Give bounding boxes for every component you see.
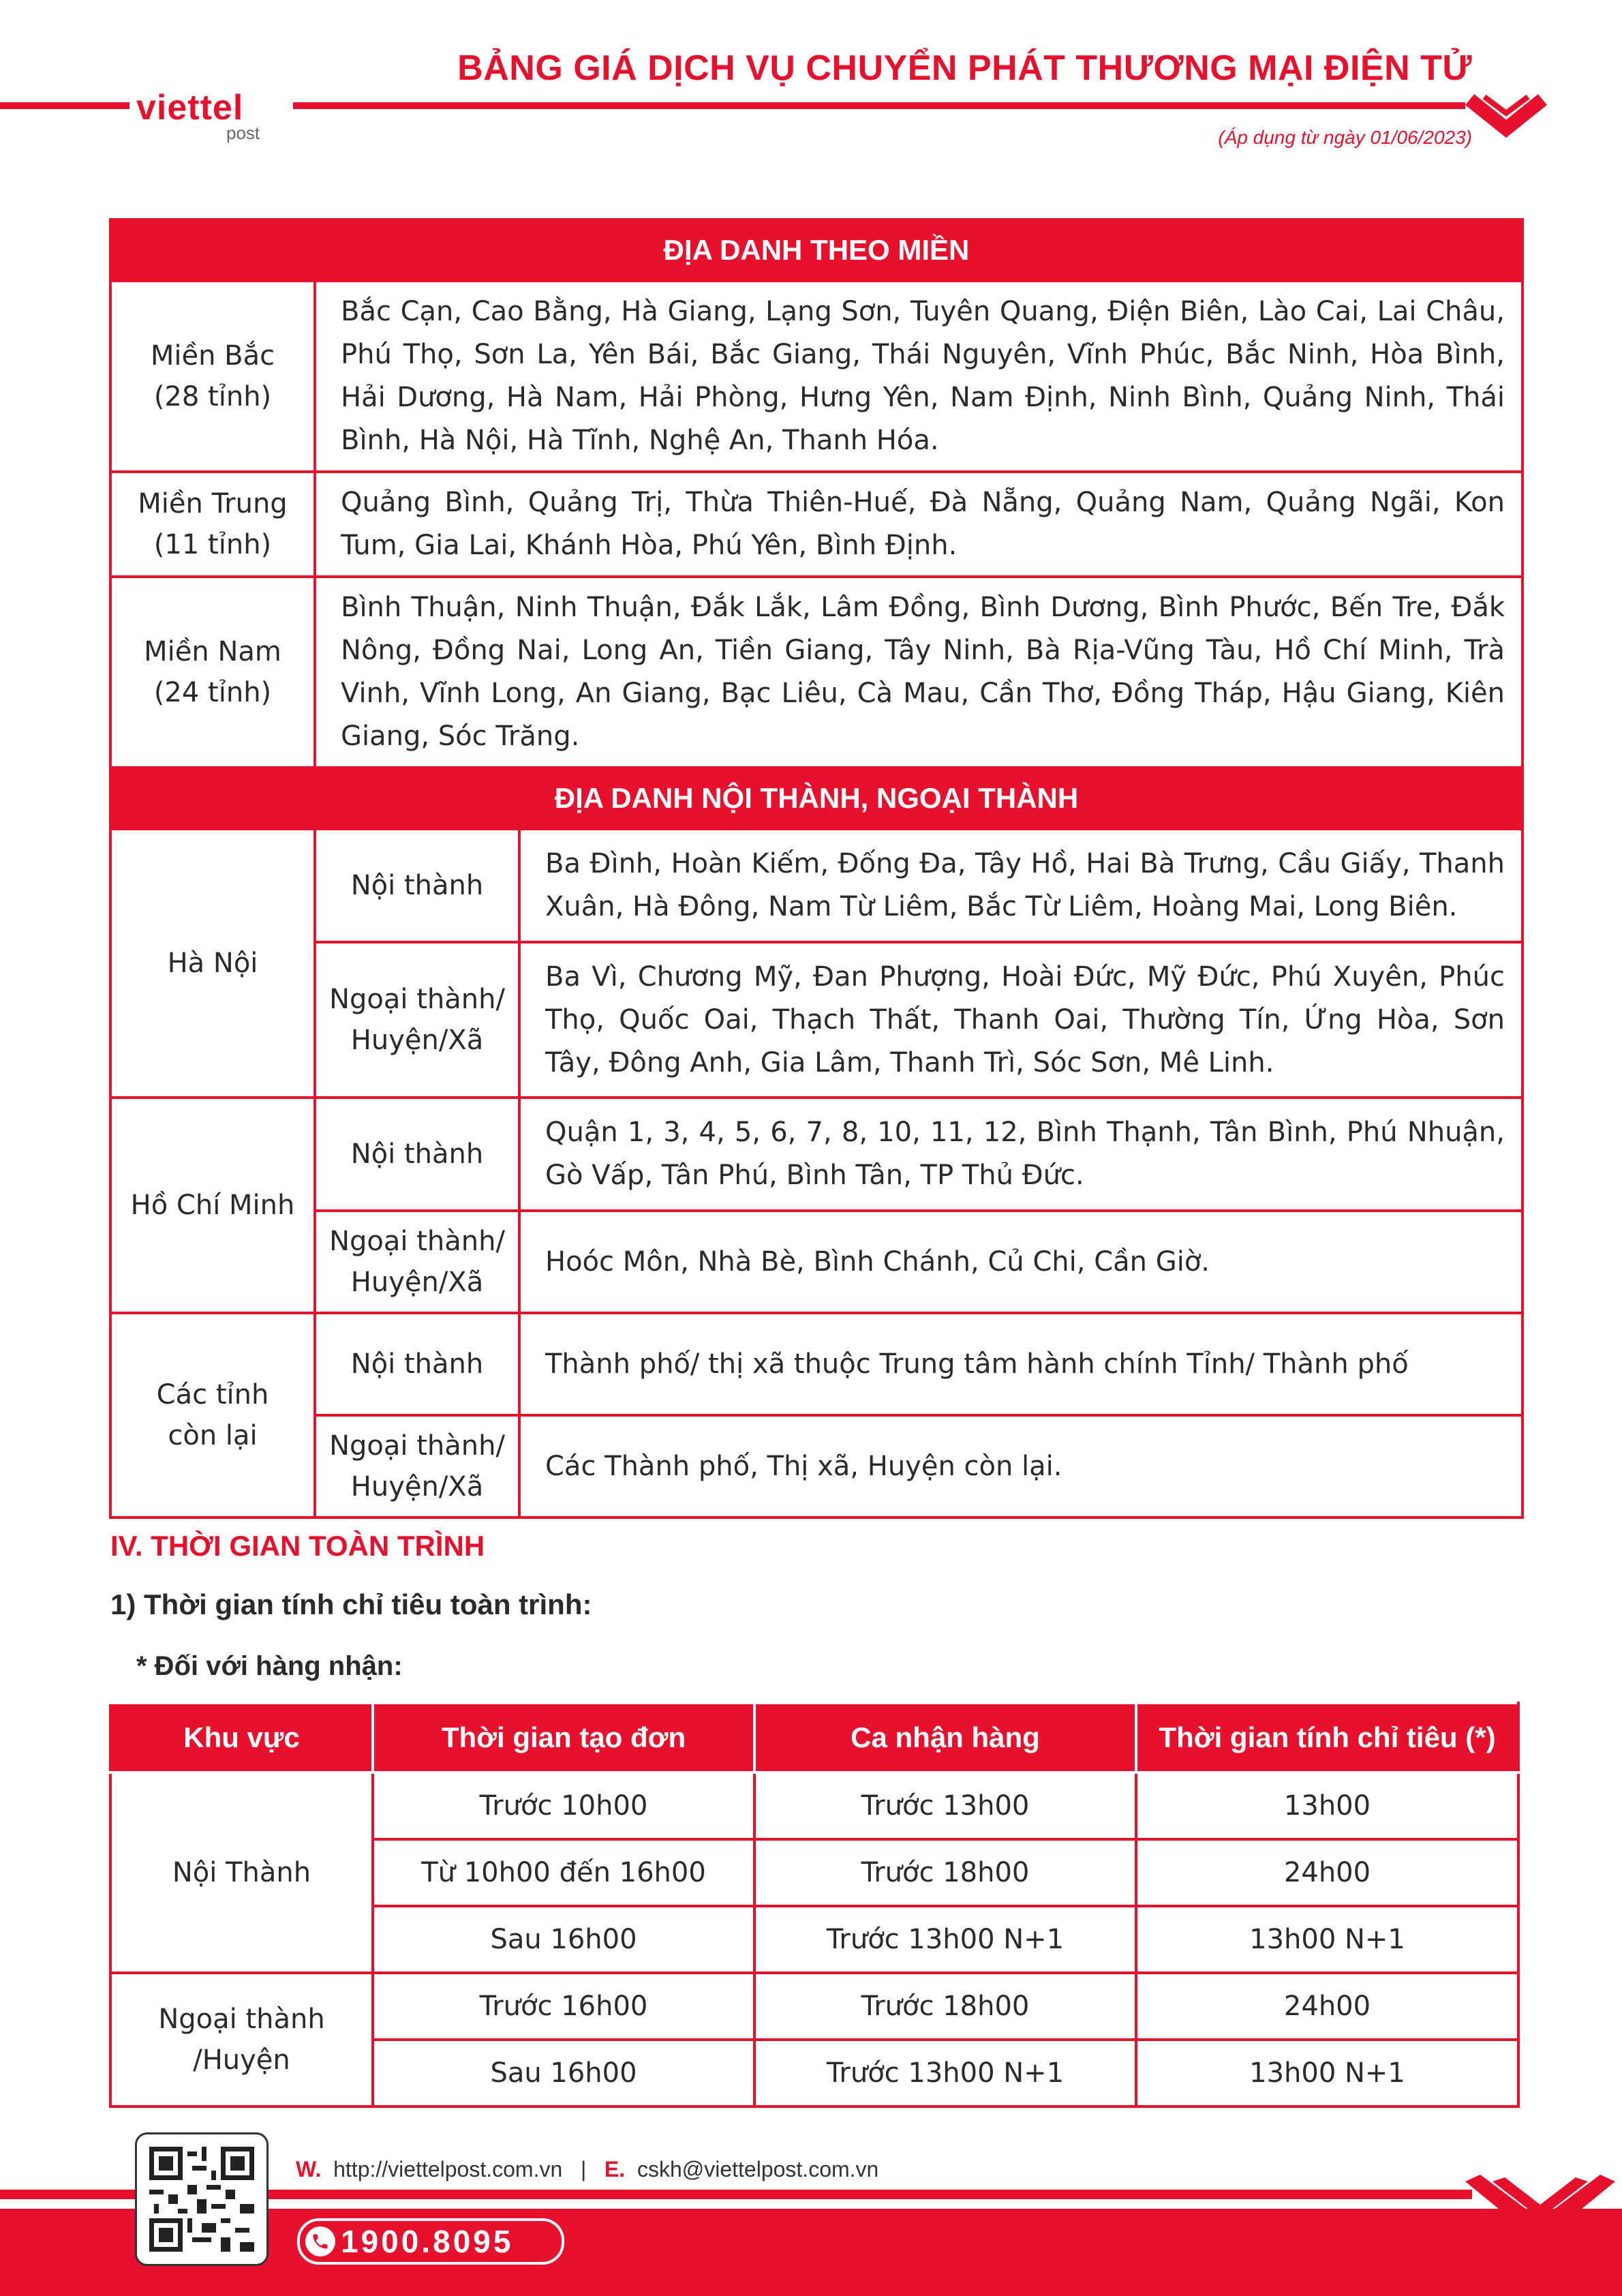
region-north-label: Miền Bắc (28 tỉnh)	[110, 281, 315, 472]
region-central-provinces: Quảng Bình, Quảng Trị, Thừa Thiên-Huế, Đà Nẵng, Quảng Nam, Quảng Ngãi, Kon Tum, Gia Lai, Khánh Hòa, Phú Yên, Bình Định.	[315, 472, 1522, 577]
band-regions-by-zone: ĐỊA DANH THEO MIỀN	[110, 220, 1522, 281]
logo-post: post	[226, 123, 260, 143]
email-link[interactable]: cskh@viettelpost.com.vn	[637, 2157, 879, 2181]
email-key: E.	[604, 2157, 626, 2181]
pickup-shift-cell: Trước 18h00	[754, 1839, 1136, 1906]
header-rule-left	[0, 102, 129, 109]
website-link[interactable]: http://viettelpost.com.vn	[333, 2157, 563, 2181]
logo-viettel: viettel	[136, 88, 244, 127]
hcm-outer-label: Ngoại thành/ Huyện/Xã	[315, 1211, 519, 1313]
table-row	[110, 1973, 1518, 2040]
qr-code[interactable]	[135, 2132, 269, 2266]
col-header-order-time: Thời gian tạo đơn	[373, 1703, 754, 1772]
pickup-shift-cell: Trước 18h00	[754, 1973, 1136, 2040]
hcm-inner-label: Nội thành	[315, 1098, 519, 1211]
pickup-shift-cell: Trước 13h00	[754, 1772, 1136, 1839]
received-goods-note: * Đối với hàng nhận:	[136, 1651, 403, 1681]
hanoi-inner-districts: Ba Đình, Hoàn Kiếm, Đống Đa, Tây Hồ, Hai Bà Trưng, Cầu Giấy, Thanh Xuân, Hà Đông, Nam Từ Liêm, Bắc Từ Liêm, Hoàng Mai, Long Biên.	[519, 829, 1522, 942]
hanoi-inner-label: Nội thành	[315, 829, 519, 942]
other-provinces-label: Các tỉnh còn lại	[110, 1313, 315, 1517]
others-inner-desc: Thành phố/ thị xã thuộc Trung tâm hành chính Tỉnh/ Thành phố	[519, 1313, 1522, 1415]
qr-code-icon	[149, 2147, 254, 2252]
zone-inner-city: Nội Thành	[110, 1772, 373, 1973]
order-time-cell: Sau 16h00	[373, 2040, 754, 2106]
pickup-shift-cell: Trước 13h00 N+1	[754, 1906, 1136, 1973]
kpi-time-cell: 13h00 N+1	[1136, 2040, 1518, 2106]
hotline-button[interactable]	[297, 2218, 564, 2265]
hcm-outer-districts: Hoóc Môn, Nhà Bè, Bình Chánh, Củ Chi, Cần Giờ.	[519, 1211, 1522, 1313]
header-rule-right	[293, 102, 1465, 109]
others-outer-label: Ngoại thành/ Huyện/Xã	[315, 1415, 519, 1517]
col-header-zone: Khu vực	[110, 1703, 373, 1772]
web-key: W.	[296, 2157, 322, 2181]
region-central-label: Miền Trung (11 tỉnh)	[110, 472, 315, 577]
zone-outer-city: Ngoại thành /Huyện	[110, 1973, 373, 2106]
col-header-kpi-time: Thời gian tính chỉ tiêu (*)	[1136, 1703, 1518, 1772]
pickup-shift-cell: Trước 13h00 N+1	[754, 2040, 1136, 2106]
order-time-cell: Trước 10h00	[373, 1772, 754, 1839]
band-inner-outer-city: ĐỊA DANH NỘI THÀNH, NGOẠI THÀNH	[110, 768, 1522, 829]
table-row	[110, 1772, 1518, 1839]
others-inner-label: Nội thành	[315, 1313, 519, 1415]
kpi-time-cell: 13h00	[1136, 1772, 1518, 1839]
section-1-heading: 1) Thời gian tính chỉ tiêu toàn trình:	[110, 1588, 592, 1620]
delivery-time-table	[109, 1702, 1520, 2108]
regions-table	[109, 218, 1524, 1519]
kpi-time-cell: 24h00	[1136, 1839, 1518, 1906]
order-time-cell: Trước 16h00	[373, 1973, 754, 2040]
page-subtitle: (Áp dụng từ ngày 01/06/2023)	[1218, 127, 1472, 148]
others-outer-desc: Các Thành phố, Thị xã, Huyện còn lại.	[519, 1415, 1522, 1517]
contact-separator: |	[580, 2157, 587, 2181]
city-hanoi-label: Hà Nội	[110, 829, 315, 1098]
order-time-cell: Từ 10h00 đến 16h00	[373, 1839, 754, 1906]
kpi-time-cell: 13h00 N+1	[1136, 1906, 1518, 1973]
hanoi-outer-label: Ngoại thành/ Huyện/Xã	[315, 942, 519, 1098]
section-iv-heading: IV. THỜI GIAN TOÀN TRÌNH	[110, 1530, 485, 1562]
kpi-time-cell: 24h00	[1136, 1973, 1518, 2040]
region-south-provinces: Bình Thuận, Ninh Thuận, Đắk Lắk, Lâm Đồng, Bình Dương, Bình Phước, Bến Tre, Đắk Nông, Đồng Nai, Long An, Tiền Giang, Tây Ninh, Bà Rịa-Vũng Tàu, Hồ Chí Minh, Trà Vinh, Vĩnh Long, An Giang, Bạc Liêu, Cà Mau, Cần Thơ, Đồng Tháp, Hậu Giang, Kiên Giang, Sóc Trăng.	[315, 577, 1522, 768]
footer-chevron-icon	[1465, 2175, 1615, 2250]
hanoi-outer-districts: Ba Vì, Chương Mỹ, Đan Phượng, Hoài Đức, Mỹ Đức, Phú Xuyên, Phúc Thọ, Quốc Oai, Thạch Thất, Thanh Oai, Thường Tín, Ứng Hòa, Sơn Tây, Đông Anh, Gia Lâm, Thanh Trì, Sóc Sơn, Mê Linh.	[519, 942, 1522, 1098]
hotline-number: 1900.8095	[341, 2224, 514, 2259]
hcm-inner-districts: Quận 1, 3, 4, 5, 6, 7, 8, 10, 11, 12, Bình Thạnh, Tân Bình, Phú Nhuận, Gò Vấp, Tân Phú, Bình Tân, TP Thủ Đức.	[519, 1098, 1522, 1211]
col-header-pickup-shift: Ca nhận hàng	[754, 1703, 1136, 1772]
brand-chevron-icon	[1465, 89, 1547, 143]
region-north-provinces: Bắc Cạn, Cao Bằng, Hà Giang, Lạng Sơn, Tuyên Quang, Điện Biên, Lào Cai, Lai Châu, Phú Thọ, Sơn La, Yên Bái, Bắc Giang, Thái Nguyên, Vĩnh Phúc, Bắc Ninh, Hòa Bình, Hải Dương, Hà Nam, Hải Phòng, Hưng Yên, Nam Định, Ninh Bình, Quảng Ninh, Thái Bình, Hà Nội, Hà Tĩnh, Nghệ An, Thanh Hóa.	[315, 281, 1522, 472]
page-title: BẢNG GIÁ DỊCH VỤ CHUYỂN PHÁT THƯƠNG MẠI ĐIỆN TỬ	[457, 48, 1472, 88]
order-time-cell: Sau 16h00	[373, 1906, 754, 1973]
phone-icon	[305, 2226, 335, 2256]
city-hcm-label: Hồ Chí Minh	[110, 1098, 315, 1313]
footer-contact	[296, 2157, 878, 2182]
region-south-label: Miền Nam (24 tỉnh)	[110, 577, 315, 768]
